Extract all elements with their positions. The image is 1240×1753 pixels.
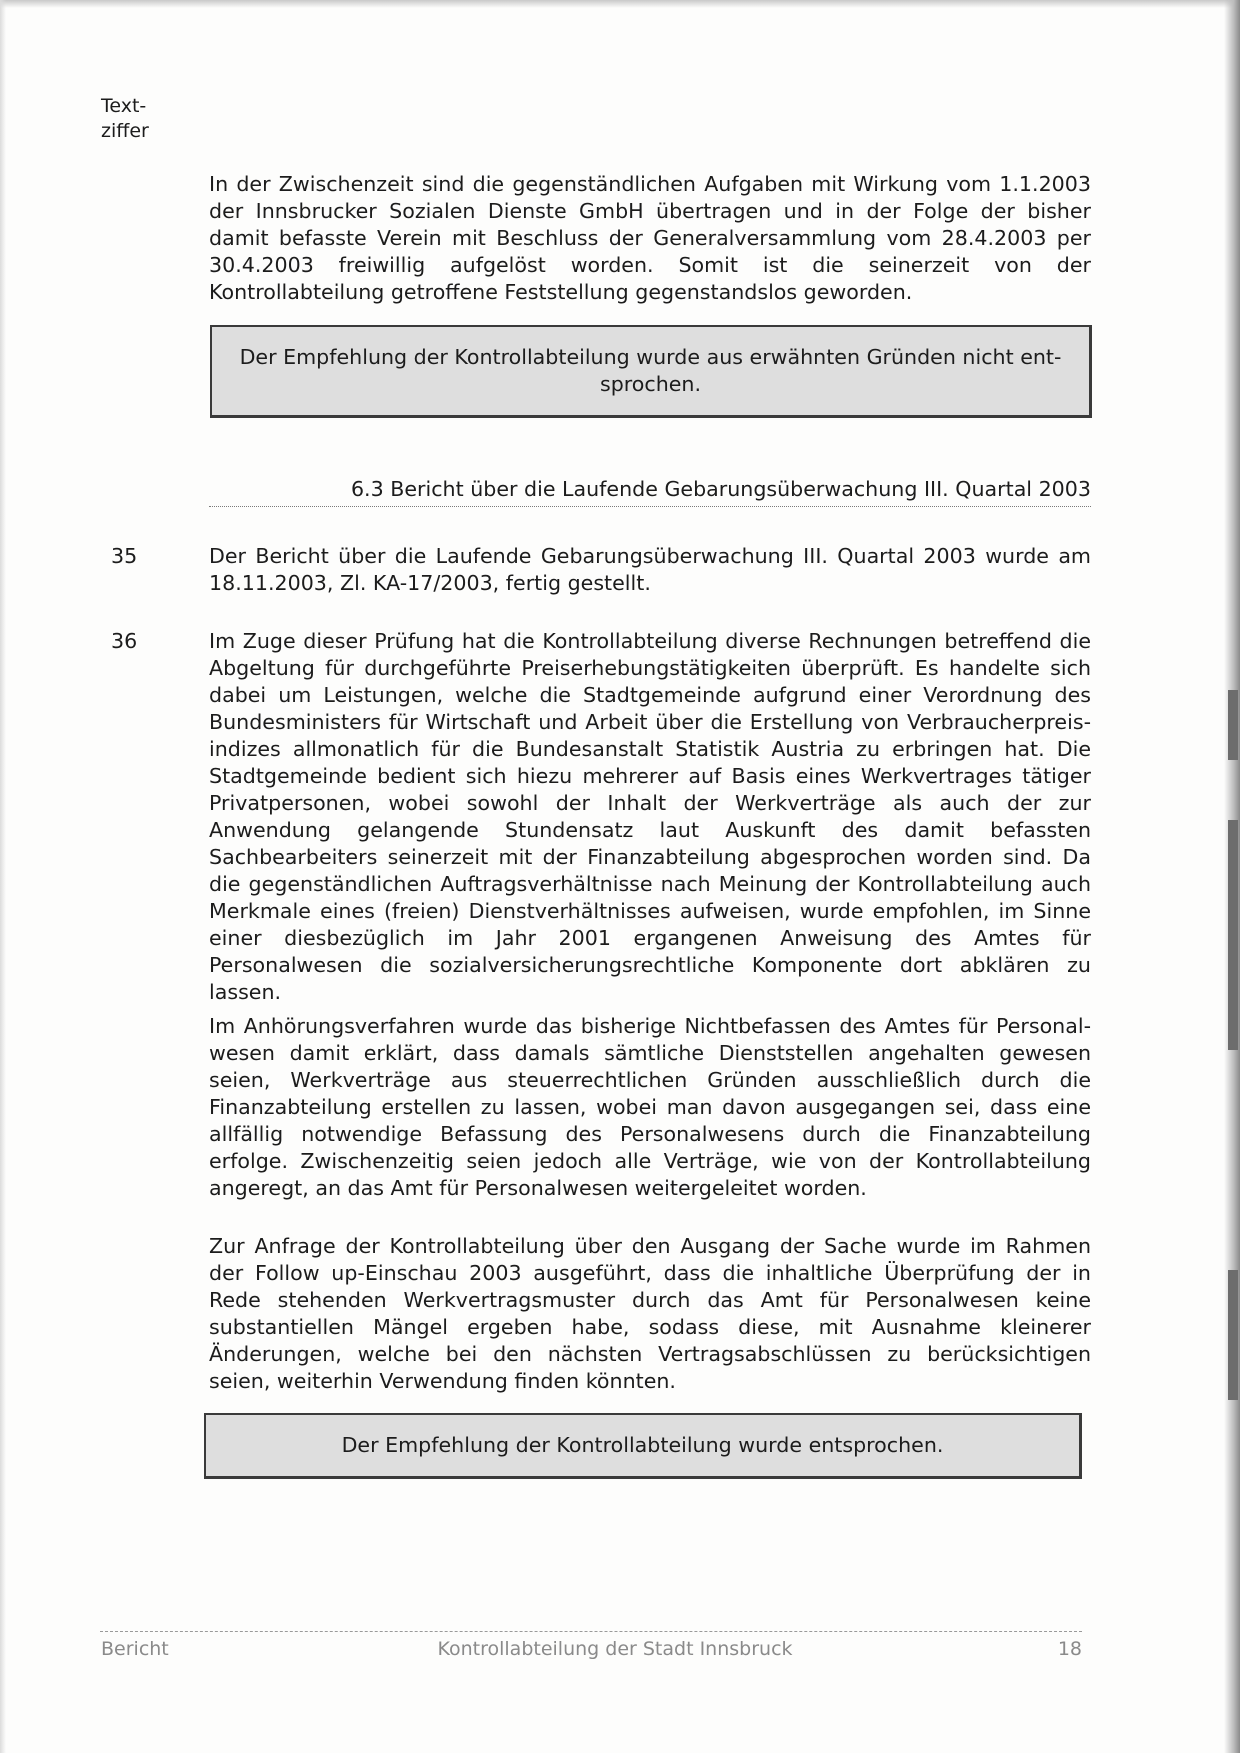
followup-paragraph: Zur Anfrage der Kontrollabteilung über den Ausgang der Sache wurde im Rahmen der Follow up-Einschau 2003 ausgeführt, dass die inhaltliche Überprüfung der in Rede stehenden Werkvertragsmuster durch das Amt für Personalwesen keine substantiellen Mängel ergeben habe, sodass diese, mit Ausnahme kleinerer Änderungen, welche bei den nächsten Vertragsabschlüssen zu berücksichtigen seien, weiterhin Verwendung finden könnten. bbox=[209, 1234, 1091, 1393]
hearing-paragraph: Im Anhörungsverfahren wurde das bisherige Nichtbefassen des Amtes für Personalwesen damit erklärt, dass damals sämtliche Dienststellen angehalten gewesen seien, Werkverträge aus steuerrechtlichen Gründen ausschließlich durch die Finanzabteilung erstellen zu lassen, wobei man davon ausgegangen sei, dass eine allfällig notwendige Befassung des Personalwesens durch die Finanzabteilung erfolge. Zwischenzeitig seien jedoch alle Verträge, wie von der Kontrollabteilung angeregt, an das Amt für Personalwesen weitergeleitet worden. bbox=[209, 1014, 1091, 1200]
margin-label-line: ziffer bbox=[101, 120, 149, 142]
scan-binding-mark bbox=[1228, 1270, 1238, 1400]
recommendation-text: Der Empfehlung der Kontrollabteilung wurde entsprochen. bbox=[341, 1433, 944, 1457]
recommendation-box bbox=[204, 1413, 1082, 1479]
intro-paragraph: In der Zwischenzeit sind die gegenständlichen Aufgaben mit Wirkung vom 1.1.2003 der Innsbrucker Sozialen Dienste GmbH übertragen und in der Folge der bisher damit befasste Verein mit Beschluss der Generalversammlung vom 28.4.2003 per 30.4.2003 freiwillig aufgelöst worden. Somit ist die seinerzeit von der Kontrollabteilung getroffene Feststellung gegenstandslos geworden. bbox=[209, 172, 1091, 304]
footer-center: Kontrollabteilung der Stadt Innsbruck bbox=[437, 1638, 793, 1660]
section-heading: 6.3 Bericht über die Laufende Gebarungsüberwachung III. Quartal 2003 bbox=[350, 477, 1091, 501]
item-number: 36 bbox=[111, 629, 138, 653]
item-text: Der Bericht über die Laufende Gebarungsüberwachung III. Quartal 2003 wurde am 18.11.2003, Zl. KA-17/2003, fertig gestellt. bbox=[209, 544, 1091, 595]
footer-left: Bericht bbox=[101, 1638, 169, 1660]
scan-binding-mark bbox=[1228, 690, 1238, 760]
recommendation-box bbox=[210, 325, 1092, 418]
margin-label-line: Text- bbox=[101, 95, 147, 117]
recommendation-text: sprochen. bbox=[599, 372, 702, 396]
scan-edge-top bbox=[0, 0, 1240, 8]
recommendation-text: Der Empfehlung der Kontrollabteilung wurde aus erwähnten Gründen nicht ent- bbox=[239, 345, 1062, 369]
footer-divider bbox=[100, 1631, 1082, 1632]
scan-binding-mark bbox=[1228, 820, 1238, 1050]
scan-edge-left bbox=[0, 0, 6, 1753]
margin-label bbox=[101, 94, 149, 144]
item-number: 35 bbox=[111, 544, 138, 568]
heading-divider bbox=[209, 506, 1091, 507]
page-number: 18 bbox=[1057, 1638, 1082, 1660]
item-text: Im Zuge dieser Prüfung hat die Kontrollabteilung diverse Rechnungen betreffend die Abgeltung für durchgeführte Preiserhebungstätigkeiten überprüft. Es handelte sich dabei um Leistungen, welche die Stadtgemeinde aufgrund einer Verordnung des Bundesministers für Wirtschaft und Arbeit über die Erstellung von Verbraucherpreisindizes allmonatlich für die Bundesanstalt Statistik Austria zu erbringen hat. Die Stadtgemeinde bedient sich hiezu mehrerer auf Basis eines Werkvertrages tätiger Privatpersonen, wobei sowohl der Inhalt der Werkverträge als auch der zur Anwendung gelangende Stundensatz laut Auskunft des damit befassten Sachbearbeiters seinerzeit mit der Finanzabteilung abgesprochen worden sind. Da die gegenständlichen Auftragsverhältnisse nach Meinung der Kontrollabteilung auch Merkmale eines (freien) Dienstverhältnisses aufweisen, wurde empfohlen, im Sinne einer diesbezüglich im Jahr 2001 ergangenen Anweisung des Amtes für Personalwesen die sozialversicherungsrechtliche Komponente dort abklären zu lassen. bbox=[209, 629, 1091, 1004]
